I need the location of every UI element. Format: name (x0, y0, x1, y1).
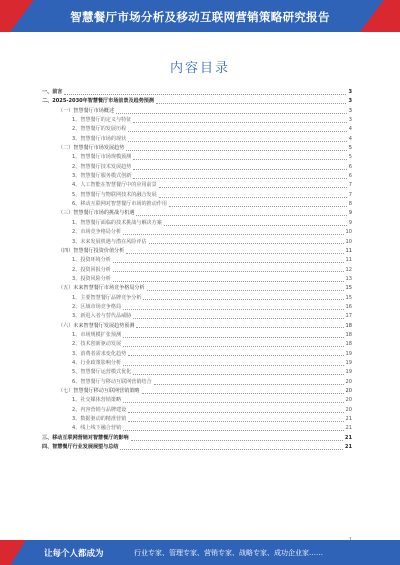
toc-leader-dots (128, 420, 343, 422)
toc-leader-dots (113, 270, 344, 272)
toc-entry-text: 5、智慧餐厅运营模式优化 (72, 369, 132, 376)
toc-leader-dots (123, 345, 343, 347)
toc-entry[interactable] (42, 443, 352, 452)
toc-entry[interactable] (42, 266, 352, 275)
toc-entry-text: 2、投资回报分析 (72, 266, 111, 273)
toc-entry[interactable] (42, 303, 352, 312)
toc-entry-text: 1、投资环境分析 (72, 257, 111, 264)
toc-entry-page: 21 (345, 425, 352, 432)
toc-entry-page: 3 (348, 107, 352, 114)
toc-leader-dots (126, 252, 343, 254)
toc-entry[interactable] (42, 368, 352, 377)
toc-leader-dots (113, 280, 344, 282)
toc-leader-dots (143, 298, 343, 300)
toc-entry-text: 2、区域市场竞争格局 (72, 303, 122, 310)
toc-entry-text: 6、智慧餐厅与移动互联网营销结合 (72, 378, 152, 385)
toc-entry-page: 8 (348, 201, 352, 208)
toc-entry[interactable] (42, 322, 352, 331)
toc-entry[interactable] (42, 256, 352, 265)
toc-entry[interactable] (42, 144, 352, 153)
toc-entry[interactable] (42, 107, 352, 116)
toc-entry[interactable] (42, 97, 352, 106)
toc-entry-page: 18 (345, 341, 352, 348)
toc-entry-text: 3、未来发展机遇与潜在风险评估 (72, 238, 147, 245)
toc-entry-text: 二、2025-2030年智慧餐厅市场前景及趋势预测 (42, 98, 154, 105)
table-of-contents (42, 88, 352, 452)
header-bar (0, 0, 400, 32)
toc-leader-dots (133, 121, 346, 123)
toc-entry[interactable] (42, 209, 352, 218)
toc-entry-text: 1、智慧餐厅的定义与特征 (72, 117, 132, 124)
toc-leader-dots (133, 158, 346, 160)
toc-entry[interactable] (42, 350, 352, 359)
toc-entry-text: （六）未来智慧餐厅发展趋势预测 (58, 322, 135, 329)
toc-leader-dots (123, 308, 343, 310)
toc-entry[interactable] (42, 116, 352, 125)
toc-leader-dots (123, 233, 343, 235)
toc-entry-page: 10 (345, 229, 352, 236)
toc-entry-text: 3、消费者需求变化趋势 (72, 350, 127, 357)
toc-entry-page: 12 (345, 266, 352, 273)
toc-title: 内容目录 (169, 61, 230, 76)
toc-entry-text: 2、智慧餐厅的发展历程 (72, 126, 127, 133)
toc-entry-text: 1、智慧餐厅市场规模预测 (72, 154, 132, 161)
toc-entry-page: 3 (348, 89, 352, 95)
toc-entry[interactable] (42, 219, 352, 228)
toc-leader-dots (128, 354, 343, 356)
report-title: 智慧餐厅市场分析及移动互联网营销策略研究报告 (70, 10, 330, 24)
toc-entry-page: 21 (345, 416, 352, 423)
toc-entry-text: 3、数据驱动的精准营销 (72, 416, 127, 423)
toc-leader-dots (159, 196, 347, 198)
toc-entry[interactable] (42, 284, 352, 293)
toc-leader-dots (133, 177, 346, 179)
toc-entry[interactable] (42, 191, 352, 200)
toc-entry-page: 19 (345, 369, 352, 376)
toc-entry[interactable] (42, 415, 352, 424)
toc-entry-page: 20 (345, 406, 352, 413)
toc-leader-dots (123, 364, 343, 366)
toc-entry-text: 三、移动互联网营销对智慧餐厅的影响 (42, 434, 129, 441)
toc-leader-dots (164, 224, 347, 226)
toc-entry-page: 20 (345, 378, 352, 385)
toc-entry-text: 3、投资风险分析 (72, 275, 111, 282)
toc-entry-page: 18 (345, 322, 352, 329)
toc-leader-dots (136, 214, 346, 216)
toc-entry-text: （一）智慧餐厅市场概述 (58, 107, 115, 114)
toc-entry[interactable] (42, 406, 352, 415)
toc-leader-dots (154, 383, 344, 385)
toc-entry-text: 四、智慧餐厅行业发展展望与总结 (42, 444, 119, 451)
toc-leader-dots (133, 373, 343, 375)
toc-entry-text: 2、市场竞争格局分析 (72, 229, 122, 236)
toc-leader-dots (123, 336, 343, 338)
toc-entry-page: 18 (345, 331, 352, 338)
toc-entry-page: 9 (348, 210, 352, 217)
toc-entry[interactable] (42, 163, 352, 172)
toc-leader-dots (123, 401, 343, 403)
toc-leader-dots (123, 429, 343, 431)
footer-slogan-right: 行业专家、管理专家、营销专家、战略专家、成功企业家…… (134, 549, 323, 557)
toc-entry[interactable] (42, 378, 352, 387)
toc-entry-page: 13 (345, 275, 352, 282)
toc-leader-dots (136, 326, 343, 328)
toc-entry-page: 6 (348, 163, 352, 170)
toc-entry-page: 21 (344, 434, 352, 441)
toc-leader-dots (64, 93, 346, 95)
toc-entry-text: 4、人工智能在智慧餐厅中的应用前景 (72, 182, 157, 189)
toc-entry[interactable] (42, 331, 352, 340)
toc-entry-text: 2、智慧餐厅技术发展趋势 (72, 163, 132, 170)
toc-entry[interactable] (42, 200, 352, 209)
toc-entry-page: 11 (345, 257, 352, 264)
toc-entry-text: （五）未来智慧餐厅市场竞争格局分析 (58, 285, 145, 292)
toc-entry[interactable] (42, 424, 352, 433)
footer-slogan-left: 让每个人都成为 (44, 549, 104, 559)
toc-entry[interactable] (42, 396, 352, 405)
toc-entry[interactable] (42, 340, 352, 349)
toc-entry-page: 7 (348, 191, 352, 198)
toc-entry-text: 2、内容营销与品牌建设 (72, 406, 127, 413)
toc-entry-text: 1、智慧餐厅面临的技术挑战与解决方案 (72, 219, 162, 226)
toc-entry-page: 19 (345, 359, 352, 366)
toc-entry-page: 6 (348, 173, 352, 180)
toc-entry-page: 9 (348, 219, 352, 226)
toc-entry-page: 19 (345, 350, 352, 357)
toc-entry-page: 15 (345, 285, 352, 292)
toc-leader-dots (133, 168, 346, 170)
toc-leader-dots (169, 205, 347, 207)
toc-entry-text: （七）智慧餐厅移动互联网营销策略 (58, 388, 140, 394)
toc-entry-page: 21 (344, 444, 352, 451)
toc-entry-text: 4、行业政策影响分析 (72, 359, 122, 366)
toc-entry-page: 20 (345, 397, 352, 404)
toc-entry-page: 17 (345, 313, 352, 320)
toc-entry-page: 3 (348, 117, 352, 124)
toc-entry[interactable] (42, 387, 352, 396)
toc-entry[interactable] (42, 312, 352, 321)
toc-entry-page: 5 (348, 154, 352, 161)
toc-entry-page: 7 (348, 182, 352, 189)
toc-leader-dots (128, 130, 347, 132)
toc-entry-page: 11 (345, 247, 352, 254)
toc-leader-dots (133, 317, 343, 319)
toc-entry[interactable] (42, 434, 352, 443)
toc-entry-text: （三）智慧餐厅市场的挑战与机遇 (58, 210, 135, 217)
toc-entry-page: 20 (345, 388, 352, 394)
toc-entry-page: 10 (345, 238, 352, 245)
toc-entry[interactable] (42, 228, 352, 237)
toc-entry-text: 3、新进入者与替代品威胁 (72, 313, 132, 320)
toc-leader-dots (142, 392, 344, 394)
toc-leader-dots (126, 149, 347, 151)
toc-entry[interactable] (42, 247, 352, 256)
toc-leader-dots (120, 448, 342, 450)
toc-entry-text: 5、智慧餐厅与物联网技术的融合发展 (72, 191, 157, 198)
toc-entry-page: 5 (348, 145, 352, 152)
toc-entry-text: 3、智慧餐厅市场的现状 (72, 135, 127, 142)
toc-entry-text: 4、线上线下融合营销 (72, 425, 122, 432)
toc-entry[interactable] (42, 172, 352, 181)
toc-entry[interactable] (42, 238, 352, 247)
toc-entry[interactable] (42, 135, 352, 144)
toc-entry[interactable] (42, 181, 352, 190)
toc-leader-dots (156, 102, 346, 104)
toc-entry-page: 16 (345, 303, 352, 310)
toc-entry-text: （二）智慧餐厅市场发展趋势 (58, 145, 125, 152)
toc-entry-page: 15 (345, 294, 352, 301)
toc-entry-page: 4 (348, 135, 352, 142)
toc-entry[interactable] (42, 125, 352, 134)
toc-entry[interactable] (42, 275, 352, 284)
toc-entry-text: 1、主要智慧餐厅品牌竞争分析 (72, 294, 142, 301)
toc-entry-text: 2、技术创新驱动发展 (72, 341, 122, 348)
toc-leader-dots (128, 140, 347, 142)
toc-entry-page: 4 (348, 126, 352, 133)
toc-leader-dots (131, 439, 343, 441)
toc-leader-dots (116, 112, 347, 114)
toc-entry[interactable] (42, 359, 352, 368)
toc-leader-dots (128, 411, 343, 413)
toc-leader-dots (159, 186, 347, 188)
toc-entry-text: 1、市场规模扩张预测 (72, 331, 122, 338)
toc-entry-page: 3 (348, 98, 352, 105)
toc-entry[interactable] (42, 88, 352, 97)
toc-entry-text: 一、前言 (42, 89, 63, 95)
toc-leader-dots (147, 289, 344, 291)
toc-entry-text: 3、智慧餐厅服务模式创新 (72, 173, 132, 180)
toc-entry-text: 6、移动互联网对智慧餐厅市场的推动作用 (72, 201, 167, 208)
toc-entry-text: 1、社交媒体营销策略 (72, 397, 122, 404)
toc-entry-text: （四）智慧餐厅投资价值分析 (58, 247, 125, 254)
toc-leader-dots (113, 261, 344, 263)
toc-entry[interactable] (42, 294, 352, 303)
toc-leader-dots (149, 242, 344, 244)
toc-entry[interactable] (42, 153, 352, 162)
